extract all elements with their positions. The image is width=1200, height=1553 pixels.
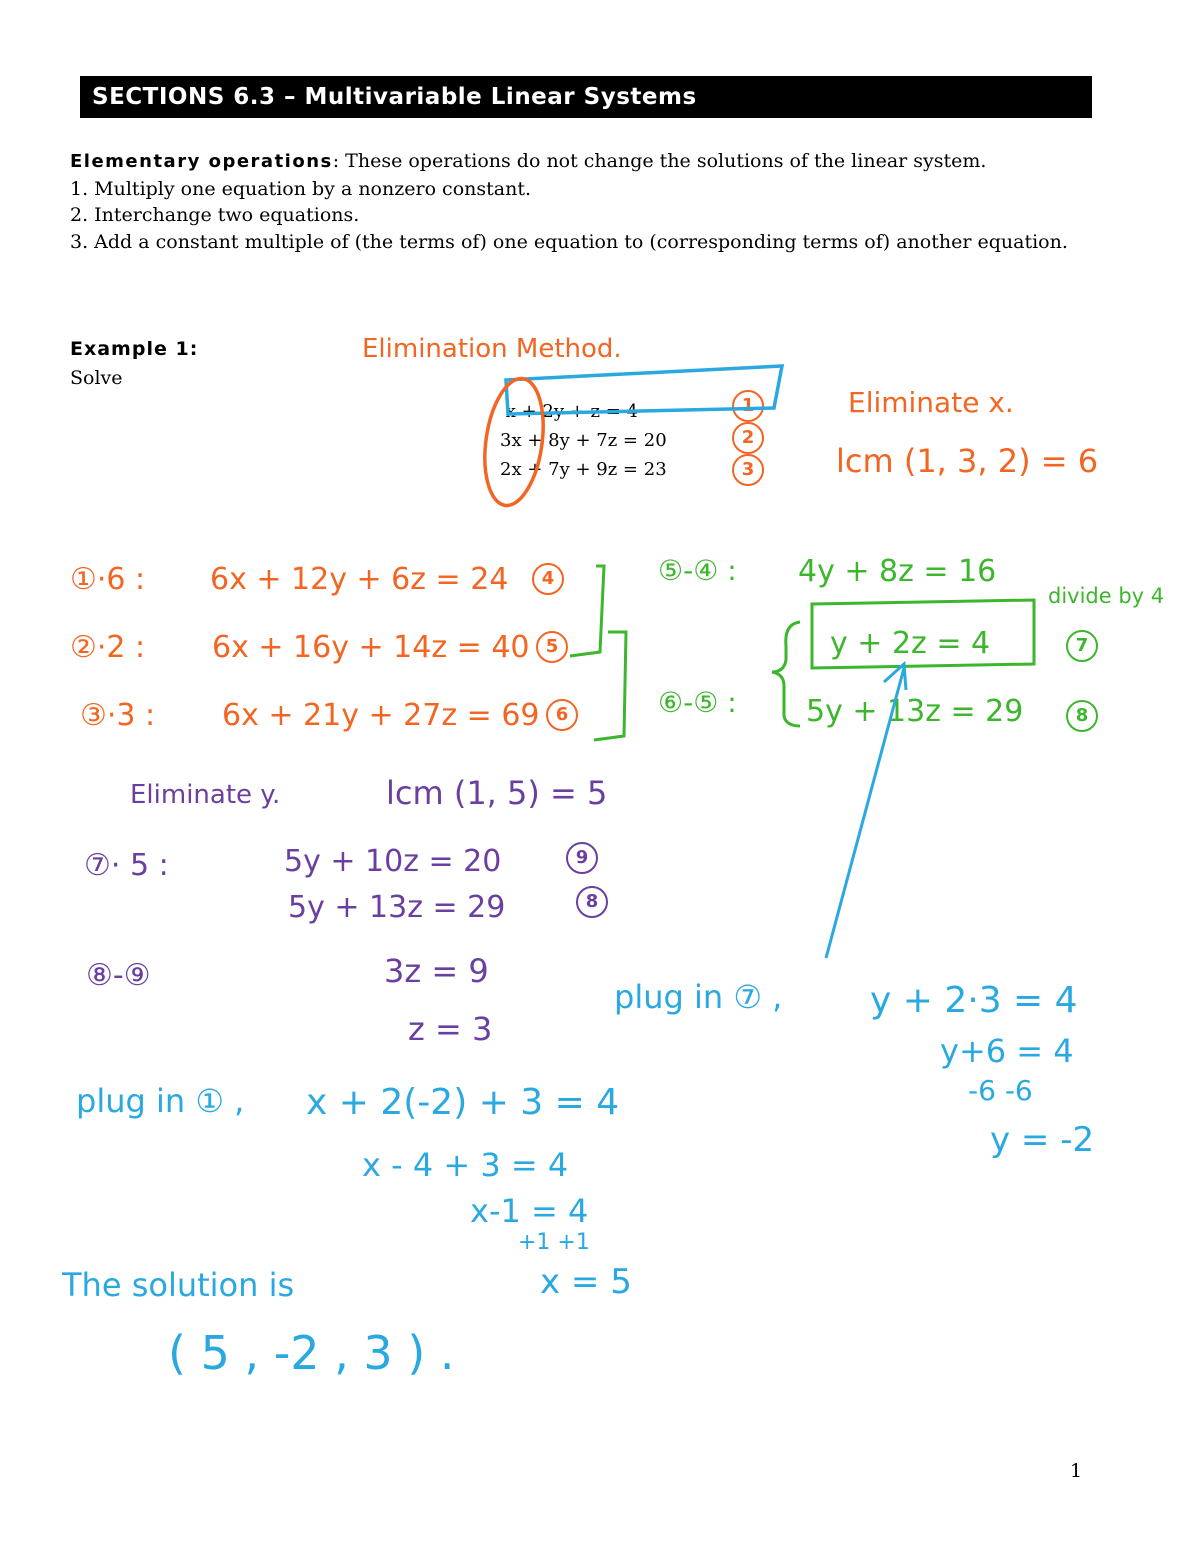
operation-item: 3. Add a constant multiple of (the terms of) one equation to (corresponding terms of) another equation. <box>70 230 1068 253</box>
operation-item: 1. Multiply one equation by a nonzero constant. <box>70 177 531 200</box>
bracket-5-6 <box>594 632 626 740</box>
step-8-equation: 5y + 13z = 29 <box>288 890 506 925</box>
eliminate-x-note: Eliminate x. <box>848 386 1014 419</box>
circled-label-6: 6 <box>546 699 578 731</box>
step-5-label: ②·2 : <box>70 630 146 665</box>
circled-label-1: 1 <box>732 390 764 422</box>
step-9-label: ⑦· 5 : <box>84 848 169 883</box>
step-4-label: ①·6 : <box>70 562 146 597</box>
x-equation-4: +1 +1 <box>518 1230 590 1255</box>
x-equation-1: x + 2(-2) + 3 = 4 <box>306 1082 620 1123</box>
solution-value: ( 5 , -2 , 3 ) . <box>168 1326 455 1380</box>
step-5-equation: 6x + 16y + 14z = 40 <box>212 630 530 665</box>
bracket-4-5 <box>570 566 604 656</box>
z-equation-2: z = 3 <box>408 1010 493 1048</box>
eliminate-y-note: Eliminate y. <box>130 780 281 810</box>
circled-label-8b: 8 <box>576 886 608 918</box>
example-title: Example 1: <box>70 338 199 360</box>
arrow-head <box>884 664 906 690</box>
circled-label-7: 7 <box>1066 630 1098 662</box>
intro-lead-text: : These operations do not change the solutions of the linear system. <box>332 150 987 172</box>
circled-label-3: 3 <box>732 454 764 486</box>
x-equation-3: x-1 = 4 <box>470 1192 589 1230</box>
x-equation-5: x = 5 <box>540 1262 632 1302</box>
y-equation-1: y + 2·3 = 4 <box>870 980 1078 1021</box>
step-9-equation: 5y + 10z = 20 <box>284 844 502 879</box>
step-4-equation: 6x + 12y + 6z = 24 <box>210 562 509 597</box>
divide-note: divide by 4 <box>1048 584 1165 608</box>
y-equation-2: y+6 = 4 <box>940 1032 1074 1070</box>
page-number: 1 <box>1070 1460 1083 1482</box>
y-equation-4: y = -2 <box>990 1120 1095 1160</box>
operation-item: 2. Interchange two equations. <box>70 204 360 226</box>
circled-label-8: 8 <box>1066 700 1098 732</box>
equation-7: y + 2z = 4 <box>830 626 991 661</box>
section-title: SECTIONS 6.3 – Multivariable Linear Systems <box>80 76 1092 118</box>
diff-a-equation: 4y + 8z = 16 <box>798 554 997 589</box>
diff-c-label: ⑧-⑨ <box>86 958 151 993</box>
curly-brace <box>772 622 800 726</box>
equation-1: x + 2y + z = 4 <box>500 401 639 422</box>
intro-lead: Elementary operations <box>70 151 333 172</box>
y-equation-3: -6 -6 <box>968 1074 1033 1107</box>
intro-block <box>70 148 1090 255</box>
equation-3: 2x + 7y + 9z = 23 <box>500 459 667 480</box>
step-6-equation: 6x + 21y + 27z = 69 <box>222 698 540 733</box>
plug-in-7-note: plug in ⑦ , <box>614 978 783 1016</box>
circled-label-2: 2 <box>732 422 764 454</box>
step-6-label: ③·3 : <box>80 698 156 733</box>
plug-in-1-note: plug in ① , <box>76 1082 245 1120</box>
circled-label-4: 4 <box>532 563 564 595</box>
diff-a-label: ⑤-④ : <box>658 554 737 587</box>
equation-8: 5y + 13z = 29 <box>806 694 1024 729</box>
lcm-x-note: lcm (1, 3, 2) = 6 <box>836 442 1099 480</box>
x-equation-2: x - 4 + 3 = 4 <box>362 1146 569 1184</box>
z-equation-1: 3z = 9 <box>384 952 489 990</box>
circled-label-5: 5 <box>536 631 568 663</box>
equation-2: 3x + 8y + 7z = 20 <box>500 430 667 451</box>
solution-text: The solution is <box>62 1266 295 1304</box>
lcm-y-note: lcm (1, 5) = 5 <box>386 774 608 812</box>
equation-system <box>500 397 667 484</box>
diff-b-label: ⑥-⑤ : <box>658 686 737 719</box>
method-note: Elimination Method. <box>362 334 622 364</box>
circled-label-9: 9 <box>566 842 598 874</box>
example-instruction: Solve <box>70 367 123 389</box>
intro-lead-line <box>70 148 1090 176</box>
